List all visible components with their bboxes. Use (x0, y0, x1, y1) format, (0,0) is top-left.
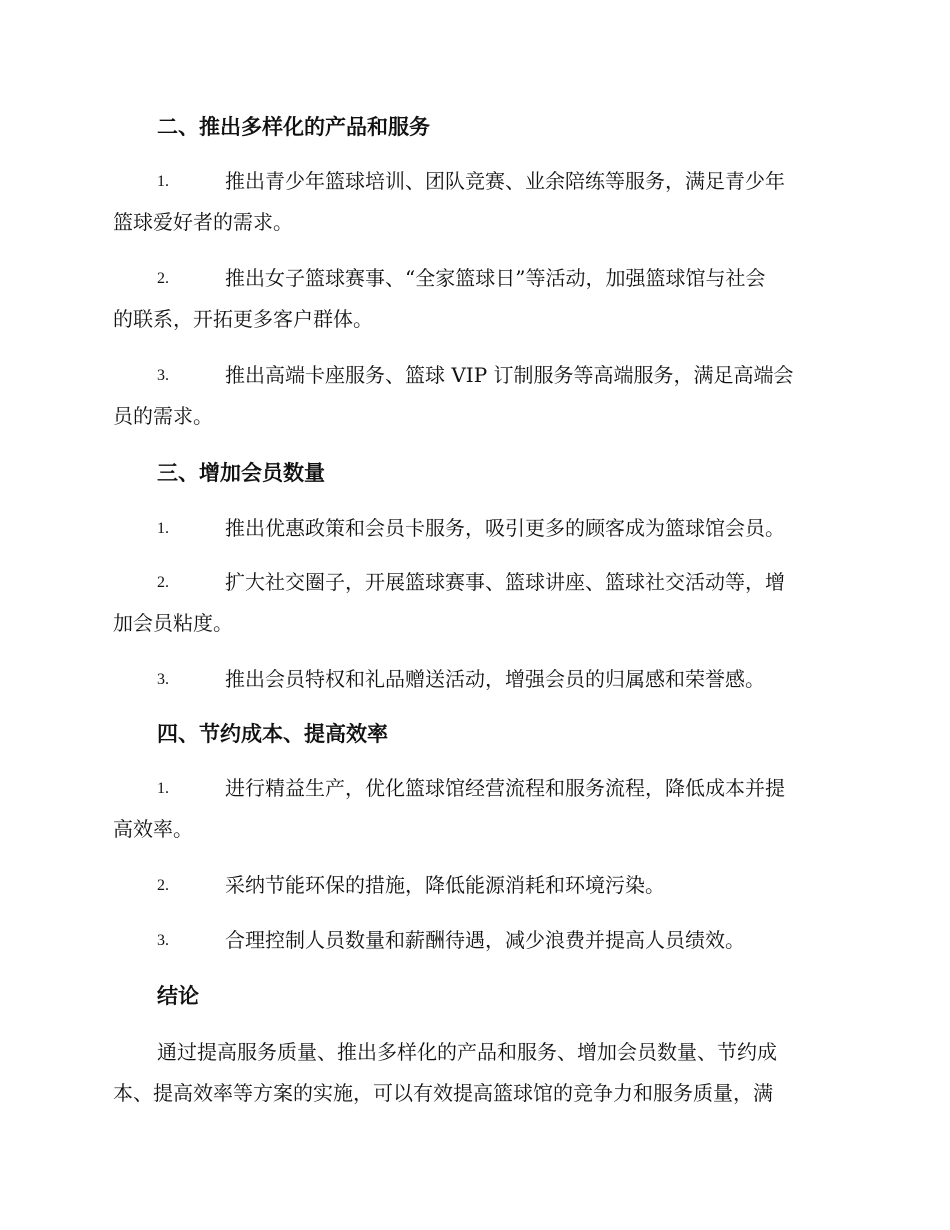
item-number: 2. (157, 574, 169, 591)
section-heading-3: 三、增加会员数量 (157, 461, 325, 485)
item-text-line1: 推出会员特权和礼品赠送活动，增强会员的归属感和荣誉感。 (225, 667, 765, 691)
item-text-line1: 采纳节能环保的措施，降低能源消耗和环境污染。 (225, 873, 665, 897)
item-text-line1: 推出女子篮球赛事、“全家篮球日”等活动，加强篮球馆与社会 (225, 266, 766, 290)
item-text-line2: 的联系，开拓更多客户群体。 (113, 307, 373, 331)
item-number: 3. (157, 932, 169, 949)
section-heading-2: 二、推出多样化的产品和服务 (157, 115, 430, 139)
list-item (113, 161, 833, 243)
item-text-line1: 推出优惠政策和会员卡服务，吸引更多的顾客成为篮球馆会员。 (225, 516, 785, 540)
item-text-line2: 加会员粘度。 (113, 611, 233, 635)
item-text-line1: 推出高端卡座服务、篮球 VIP 订制服务等高端服务，满足高端会 (225, 363, 794, 387)
conclusion-paragraph (113, 1032, 833, 1114)
item-number: 1. (157, 173, 169, 190)
item-text-line1: 推出青少年篮球培训、团队竞赛、业余陪练等服务，满足青少年 (225, 169, 785, 193)
paragraph-line1: 通过提高服务质量、推出多样化的产品和服务、增加会员数量、节约成 (157, 1040, 777, 1064)
list-item (113, 562, 833, 644)
paragraph-line2: 本、提高效率等方案的实施，可以有效提高篮球馆的竞争力和服务质量，满 (113, 1081, 773, 1105)
item-number: 2. (157, 877, 169, 894)
item-text-line2: 篮球爱好者的需求。 (113, 210, 293, 234)
list-item (113, 920, 833, 961)
list-item (113, 258, 833, 340)
item-number: 3. (157, 367, 169, 384)
conclusion-heading: 结论 (157, 984, 199, 1008)
list-item (113, 355, 833, 437)
item-number: 3. (157, 671, 169, 688)
item-number: 2. (157, 270, 169, 287)
item-text-line1: 合理控制人员数量和薪酬待遇，减少浪费并提高人员绩效。 (225, 928, 745, 952)
item-number: 1. (157, 780, 169, 797)
item-number: 1. (157, 520, 169, 537)
list-item (113, 865, 833, 906)
item-text-line2: 高效率。 (113, 817, 193, 841)
item-text-line1: 进行精益生产，优化篮球馆经营流程和服务流程，降低成本并提 (225, 776, 785, 800)
item-text-line1: 扩大社交圈子，开展篮球赛事、篮球讲座、篮球社交活动等，增 (225, 570, 785, 594)
section-heading-4: 四、节约成本、提高效率 (157, 722, 388, 746)
item-text-line2: 员的需求。 (113, 404, 213, 428)
list-item (113, 508, 833, 549)
list-item (113, 768, 833, 850)
list-item (113, 659, 833, 700)
